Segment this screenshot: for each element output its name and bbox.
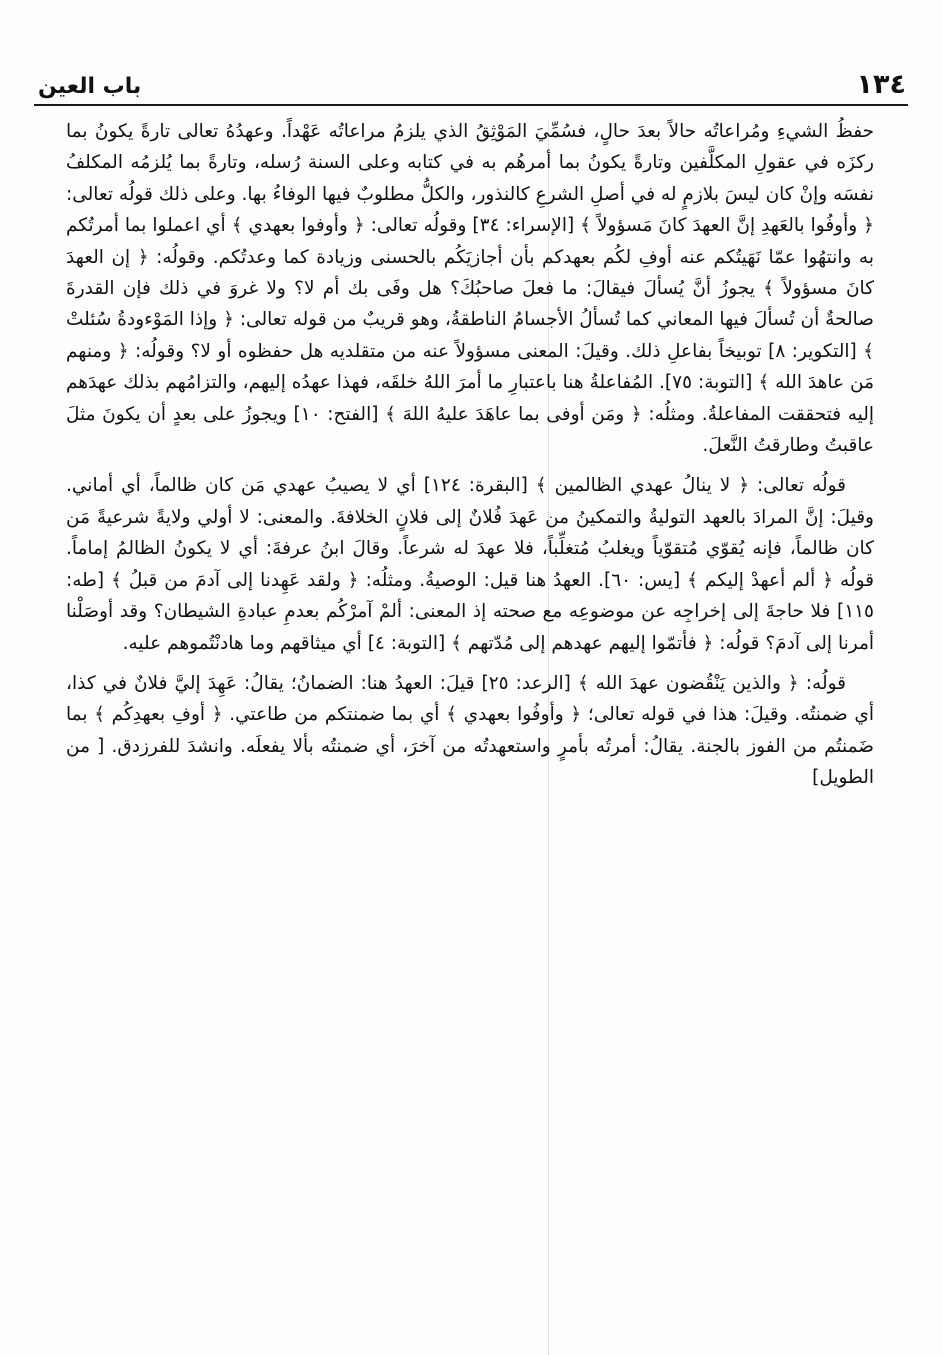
page-number: ١٣٤ — [856, 69, 906, 100]
running-header — [38, 54, 906, 98]
header-divider — [34, 104, 908, 106]
paragraph-3: قولُه: ﴿ والذين يَنْقُضون عهدَ الله ﴾ [الرعد: ٢٥] قيلَ: العهدُ هنا: الضمانُ؛ يقالُ: عَهِدَ إليَّ فلانٌ في كذا، أي ضمنتُه. وقيلَ: هذا في قوله تعالى؛ ﴿ وأوفُوا بعهدي ﴾ أي بما ضمنتكم من طاعتي. ﴿ أوفِ بعهدِكُم ﴾ بما ضَمنتُم من الفوز بالجنة. يقالُ: أمرتُه بأمرٍ واستعهدتُه من آخرَ، أي ضمنتُه بألا يفعلَه. وانشدَ للفرزدق. [ من الطويل] — [66, 672, 874, 789]
page-body — [66, 116, 874, 1335]
chapter-title: باب العين — [38, 74, 142, 99]
paragraph-2: قولُه تعالى: ﴿ لا ينالُ عهدي الظالمين ﴾ [البقرة: ١٢٤] أي لا يصيبُ عهدي مَن كان ظالماً، أي أماني. وقيلَ: إنَّ المرادَ بالعهد التوليةُ والتمكينُ من عَهدَ فُلانٌ إلى فلانٍ الخلافةَ. والمعنى: لا أولي ولايةً شرعيةً مَن كان ظالماً، فإنه يُقوّي مُتقوّياً ويغلبُ مُتغلِّباً، فلا عهدَ له شرعاً. وقالَ ابنُ عرفةَ: أي لا يكونُ الظالمُ إماماً. قولُه ﴿ ألم أعهدْ إليكم ﴾ [يس: ٦٠]. العهدُ هنا قيل: الوصيةُ. ومثلُه: ﴿ ولقد عَهِدنا إلى آدمَ من قبلُ ﴾ [طه: ١١٥] فلا حاجةَ إلى إخراجِه عن موضوعِه مع صحته إذ المعنى: ألمْ آمرْكُم بعدمِ عبادةِ الشيطان؟ وقد أوصَلْنا أمرنا إلى آدمَ؟ قولُه: ﴿ فأتمّوا إليهم عهدهم إلى مُدّتهم ﴾ [التوبة: ٤] أي ميثاقهم وما هادنْتُموهم عليه. — [66, 475, 874, 654]
paragraph-1: حفظُ الشيءِ ومُراعاتُه حالاً بعدَ حالٍ، فسُمِّيَ المَوْثِقُ الذي يلزمُ مراعاتُه عَهْداً. وعهدُهُ تعالى تارةً يكونُ بما ركزَه في عقولِ المكلَّفين وتارةً يكونُ بما أمرهُم به في كتابه وعلى السنة رُسله، وتارةً بما يُلزمُه المكلفُ نفسَه وإنْ كان ليسَ بلازمٍ له في أصلِ الشرعِ كالنذور، والكلُّ مطلوبٌ فيها الوفاءُ بها. وعلى ذلك قولُه تعالى: ﴿ وأوفُوا بالعَهدِ إنَّ العهدَ كانَ مَسؤولاً ﴾ [الإسراء: ٣٤] وقولُه تعالى: ﴿ وأوفوا بعهدي ﴾ أي اعملوا بما أمرتُكم به وانتهُوا عمّا نَهَيتُكم عنه أوفِ لكُم بعهدكم بأن أجازيَكُم بالحسنى وزيادة كما وعدتُكم. وقولُه: ﴿ إن العهدَ كانَ مسؤولاً ﴾ يجوزُ أنَّ يُسألَ فيقالَ: ما فعلَ صاحبُكَ؟ هل وفَى بك أم لا؟ ولا غروَ في ذلك فإن القدرةَ صالحةٌ أن تُسألَ فيها المعاني كما تُسألُ الأجسامُ الناطقةُ، وهو قريبٌ من قوله تعالى: ﴿ وإذا المَوْءودةُ سُئلتْ ﴾ [التكوير: ٨] توبيخاً بفاعلِ ذلك. وقيلَ: المعنى مسؤولاً عنه من متقلديه هل حفظوه أو لا؟ وقولُه: ﴿ ومنهم مَن عاهدَ الله ﴾ [التوبة: ٧٥]. المُفاعلةُ هنا باعتبارِ ما أمرَ اللهُ خلقَه، فهذا عهدُه إليهم، والتزامُهم بذلك عهدَهم إليه فتحققت المفاعلةُ. ومثلُه: ﴿ ومَن أوفى بما عاهَدَ عليهُ اللهَ ﴾ [الفتح: ١٠] ويجوزُ على بعدٍ أن يكونَ مثلَ عاقبتُ وطارقتُ النَّعلَ. — [66, 121, 874, 457]
